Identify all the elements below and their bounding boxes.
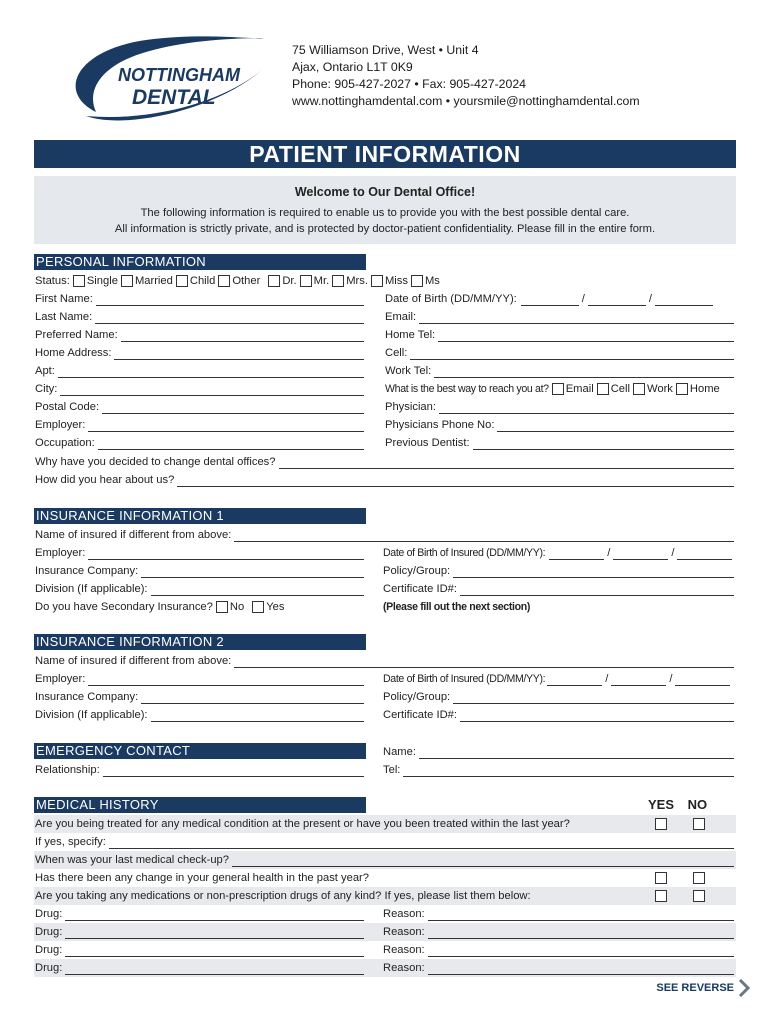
status-row <box>34 272 736 290</box>
ins2-row-2 <box>34 688 736 706</box>
yes-header: YES <box>648 797 675 812</box>
see-reverse-text: SEE REVERSE <box>656 982 734 994</box>
ins2-dob-day[interactable] <box>547 673 602 686</box>
emergency-name-field[interactable] <box>419 746 734 759</box>
if-yes-label: If yes, specify: <box>35 836 106 848</box>
emergency-name-row <box>382 743 736 761</box>
med-q2-text: Has there been any change in your general health in the past year? <box>35 872 369 884</box>
ins1-name-field[interactable] <box>234 529 734 542</box>
secondary-no-checkbox[interactable] <box>216 601 228 613</box>
ins1-name-label: Name of insured if different from above: <box>35 529 232 541</box>
ins1-certificate-field[interactable] <box>460 583 734 596</box>
status-child-checkbox[interactable] <box>176 275 188 287</box>
previous-dentist-field[interactable] <box>473 437 734 450</box>
personal-row-5 <box>34 362 736 380</box>
logo-text-line1: NOTTINGHAM <box>118 65 240 85</box>
personal-row-6 <box>34 380 736 398</box>
status-single-label: Single <box>86 275 118 287</box>
status-mr-label: Mr. <box>313 275 330 287</box>
ins1-row-3 <box>34 580 736 598</box>
reason-field-3[interactable] <box>428 944 734 957</box>
chevron-right-icon <box>738 979 750 997</box>
drug-field-2[interactable] <box>65 926 364 939</box>
personal-row-3 <box>34 326 736 344</box>
status-other-label: Other <box>232 275 261 287</box>
status-other-checkbox[interactable] <box>218 275 230 287</box>
see-reverse-link[interactable] <box>656 979 750 997</box>
emergency-tel-label: Tel: <box>383 764 401 776</box>
reach-work-label: Work <box>646 383 673 395</box>
drug-label: Drug: <box>35 926 63 938</box>
last-name-field[interactable] <box>95 311 364 324</box>
reason-label: Reason: <box>383 926 425 938</box>
home-address-label: Home Address: <box>35 347 112 359</box>
ins2-policy-field[interactable] <box>453 691 734 704</box>
medical-history-heading: MEDICAL HISTORY <box>34 797 366 813</box>
personal-row-1: First Name: Date of Birth (DD/MM/YY): / / <box>34 290 736 308</box>
reach-label: What is the best way to reach you at? <box>385 383 549 395</box>
ins1-name-row <box>34 526 736 544</box>
ins2-certificate-label: Certificate ID#: <box>383 709 457 721</box>
reason-label: Reason: <box>383 944 425 956</box>
drug-row-1 <box>34 905 736 923</box>
reason-field-1[interactable] <box>428 908 734 921</box>
physician-field[interactable] <box>439 401 734 414</box>
nottingham-dental-logo <box>66 30 266 126</box>
ins1-dob-year[interactable] <box>677 547 732 560</box>
drug-label: Drug: <box>35 962 63 974</box>
ins2-certificate-field[interactable] <box>460 709 734 722</box>
status-dr-label: Dr. <box>282 275 297 287</box>
med-q3-no-checkbox[interactable] <box>693 890 705 902</box>
ins1-company-label: Insurance Company: <box>35 565 139 577</box>
email-label: Email: <box>385 311 417 323</box>
ins1-secondary-row <box>34 598 736 616</box>
emergency-row-2 <box>34 761 736 779</box>
address-line1: 75 Williamson Drive, West • Unit 4 <box>292 43 479 57</box>
occupation-field[interactable] <box>98 437 364 450</box>
ins2-row-1: Employer: Date of Birth of Insured (DD/MM/YY): / / <box>34 670 736 688</box>
med-checkup-row <box>34 851 736 869</box>
reason-field-2[interactable] <box>428 926 734 939</box>
ins1-employer-label: Employer: <box>35 547 86 559</box>
ins1-policy-label: Policy/Group: <box>383 565 451 577</box>
reach-email-label: Email <box>565 383 594 395</box>
page-title: PATIENT INFORMATION <box>34 140 736 168</box>
ins1-division-field[interactable] <box>151 583 364 596</box>
ins1-dob-month[interactable] <box>613 547 668 560</box>
ins1-division-label: Division (If applicable): <box>35 583 148 595</box>
physician-phone-field[interactable] <box>497 419 734 432</box>
postal-code-field[interactable] <box>102 401 364 414</box>
physician-label: Physician: <box>385 401 436 413</box>
ins1-row-2 <box>34 562 736 580</box>
personal-row-4 <box>34 344 736 362</box>
status-single-checkbox[interactable] <box>73 275 85 287</box>
drug-row-2 <box>34 923 736 941</box>
web-email[interactable]: www.nottinghamdental.com • yoursmile@nottinghamdental.com <box>292 94 640 108</box>
last-checkup-field[interactable] <box>232 854 734 867</box>
status-dr-checkbox[interactable] <box>268 275 280 287</box>
reason-field-4[interactable] <box>428 962 734 975</box>
reason-label: Reason: <box>383 962 425 974</box>
ins2-division-label: Division (If applicable): <box>35 709 148 721</box>
drug-field-3[interactable] <box>65 944 364 957</box>
last-name-label: Last Name: <box>35 311 93 323</box>
drug-field-4[interactable] <box>65 962 364 975</box>
reach-email-checkbox[interactable] <box>552 383 564 395</box>
status-ms-checkbox[interactable] <box>411 275 423 287</box>
drug-field-1[interactable] <box>65 908 364 921</box>
why-change-label: Why have you decided to change dental offices? <box>35 456 276 468</box>
if-yes-field[interactable] <box>109 836 734 849</box>
drug-label: Drug: <box>35 944 63 956</box>
reason-label: Reason: <box>383 908 425 920</box>
secondary-no-label: No <box>229 601 245 613</box>
status-married-checkbox[interactable] <box>121 275 133 287</box>
secondary-yes-label: Yes <box>266 601 285 613</box>
personal-row-8 <box>34 416 736 434</box>
welcome-line1: The following information is required to enable us to provide you with the best possible dental care. <box>140 207 630 219</box>
status-mrs-checkbox[interactable] <box>332 275 344 287</box>
work-tel-label: Work Tel: <box>385 365 432 377</box>
city-field[interactable] <box>60 383 364 396</box>
secondary-insurance-question: Do you have Secondary Insurance? <box>35 601 213 613</box>
relationship-field[interactable] <box>103 764 364 777</box>
status-ms-label: Ms <box>424 275 440 287</box>
drug-label: Drug: <box>35 908 63 920</box>
welcome-box <box>34 176 736 244</box>
ins2-name-field[interactable] <box>234 655 734 668</box>
dob-label: Date of Birth (DD/MM/YY): <box>385 293 517 305</box>
med-ifyes-row <box>34 833 736 851</box>
personal-row-9 <box>34 434 736 452</box>
preferred-name-field[interactable] <box>121 329 364 342</box>
last-checkup-label: When was your last medical check-up? <box>35 854 230 866</box>
ins2-employer-field[interactable] <box>88 673 364 686</box>
no-header: NO <box>687 797 708 812</box>
home-tel-label: Home Tel: <box>385 329 436 341</box>
ins1-dob-label: Date of Birth of Insured (DD/MM/YY): <box>383 547 546 559</box>
med-q1-yes-checkbox[interactable] <box>655 818 667 830</box>
ins2-name-row <box>34 652 736 670</box>
personal-row-2 <box>34 308 736 326</box>
relationship-label: Relationship: <box>35 764 100 776</box>
phone-fax: Phone: 905-427-2027 • Fax: 905-427-2024 <box>292 77 527 91</box>
drug-row-4 <box>34 959 736 977</box>
ins2-employer-label: Employer: <box>35 673 86 685</box>
logo-text-line2: DENTAL <box>132 86 216 109</box>
cell-label: Cell: <box>385 347 408 359</box>
med-q3-text: Are you taking any medications or non-prescription drugs of any kind? If yes, please list them below: <box>35 890 531 902</box>
ins1-certificate-label: Certificate ID#: <box>383 583 457 595</box>
reach-cell-label: Cell <box>610 383 630 395</box>
status-label: Status: <box>35 275 70 287</box>
dob-month-field[interactable] <box>588 293 646 306</box>
city-label: City: <box>35 383 58 395</box>
how-hear-label: How did you hear about us? <box>35 474 175 486</box>
status-miss-label: Miss <box>384 275 408 287</box>
status-mrs-label: Mrs. <box>346 275 368 287</box>
home-tel-field[interactable] <box>438 329 734 342</box>
med-q2-yes-checkbox[interactable] <box>655 872 667 884</box>
address-line2: Ajax, Ontario L1T 0K9 <box>292 60 413 74</box>
emergency-tel-field[interactable] <box>403 764 734 777</box>
ins1-policy-field[interactable] <box>453 565 734 578</box>
ins2-company-label: Insurance Company: <box>35 691 139 703</box>
postal-code-label: Postal Code: <box>35 401 100 413</box>
reach-home-checkbox[interactable] <box>676 383 688 395</box>
dob-year-field[interactable] <box>655 293 713 306</box>
status-miss-checkbox[interactable] <box>371 275 383 287</box>
practice-contact <box>292 42 640 110</box>
personal-row-7 <box>34 398 736 416</box>
reach-home-label: Home <box>689 383 720 395</box>
ins1-company-field[interactable] <box>141 565 364 578</box>
emergency-name-label: Name: <box>383 746 416 758</box>
reach-work-checkbox[interactable] <box>633 383 645 395</box>
previous-dentist-label: Previous Dentist: <box>385 437 470 449</box>
status-married-label: Married <box>134 275 173 287</box>
home-address-field[interactable] <box>114 347 364 360</box>
insurance2-heading: INSURANCE INFORMATION 2 <box>34 634 366 650</box>
preferred-name-label: Preferred Name: <box>35 329 118 341</box>
physician-phone-label: Physicians Phone No: <box>385 419 495 431</box>
why-change-row <box>34 453 736 471</box>
ins2-company-field[interactable] <box>141 691 364 704</box>
ins2-division-field[interactable] <box>151 709 364 722</box>
secondary-yes-checkbox[interactable] <box>252 601 264 613</box>
reach-cell-checkbox[interactable] <box>597 383 609 395</box>
med-q3-row <box>34 887 736 905</box>
personal-info-heading: PERSONAL INFORMATION <box>34 254 366 270</box>
ins2-dob-month[interactable] <box>611 673 666 686</box>
employer-label: Employer: <box>35 419 86 431</box>
med-q1-no-checkbox[interactable] <box>693 818 705 830</box>
fill-next-note: (Please fill out the next section) <box>383 601 531 613</box>
why-change-field[interactable] <box>279 456 735 469</box>
yes-no-header <box>648 797 707 812</box>
drug-row-3 <box>34 941 736 959</box>
welcome-title: Welcome to Our Dental Office! <box>294 185 476 199</box>
dob-day-field[interactable] <box>521 293 579 306</box>
first-name-field[interactable] <box>96 293 364 306</box>
ins1-row-1: Employer: Date of Birth of Insured (DD/MM/YY): / / <box>34 544 736 562</box>
med-q1-row <box>34 815 736 833</box>
ins2-policy-label: Policy/Group: <box>383 691 451 703</box>
med-q2-no-checkbox[interactable] <box>693 872 705 884</box>
occupation-label: Occupation: <box>35 437 95 449</box>
ins1-employer-field[interactable] <box>88 547 364 560</box>
med-q3-yes-checkbox[interactable] <box>655 890 667 902</box>
apt-label: Apt: <box>35 365 55 377</box>
first-name-label: First Name: <box>35 293 93 305</box>
ins1-dob-day[interactable] <box>549 547 604 560</box>
work-tel-field[interactable] <box>434 365 734 378</box>
status-mr-checkbox[interactable] <box>300 275 312 287</box>
med-q1-text: Are you being treated for any medical condition at the present or have you been treated within the last year? <box>35 818 570 830</box>
ins2-dob-label: Date of Birth of Insured (DD/MM/YY): <box>383 673 546 685</box>
how-hear-field[interactable] <box>177 474 734 487</box>
how-hear-row <box>34 471 736 489</box>
ins2-row-3 <box>34 706 736 724</box>
employer-field[interactable] <box>88 419 364 432</box>
insurance1-heading: INSURANCE INFORMATION 1 <box>34 508 366 524</box>
emergency-heading: EMERGENCY CONTACT <box>34 743 366 759</box>
ins2-name-label: Name of insured if different from above: <box>35 655 232 667</box>
welcome-line2: All information is strictly private, and is protected by doctor-patient confidentiality. Please fill in the entire form. <box>114 223 656 235</box>
apt-field[interactable] <box>58 365 364 378</box>
ins2-dob-year[interactable] <box>675 673 730 686</box>
email-field[interactable] <box>419 311 734 324</box>
cell-field[interactable] <box>410 347 734 360</box>
status-child-label: Child <box>189 275 216 287</box>
med-q2-row <box>34 869 736 887</box>
